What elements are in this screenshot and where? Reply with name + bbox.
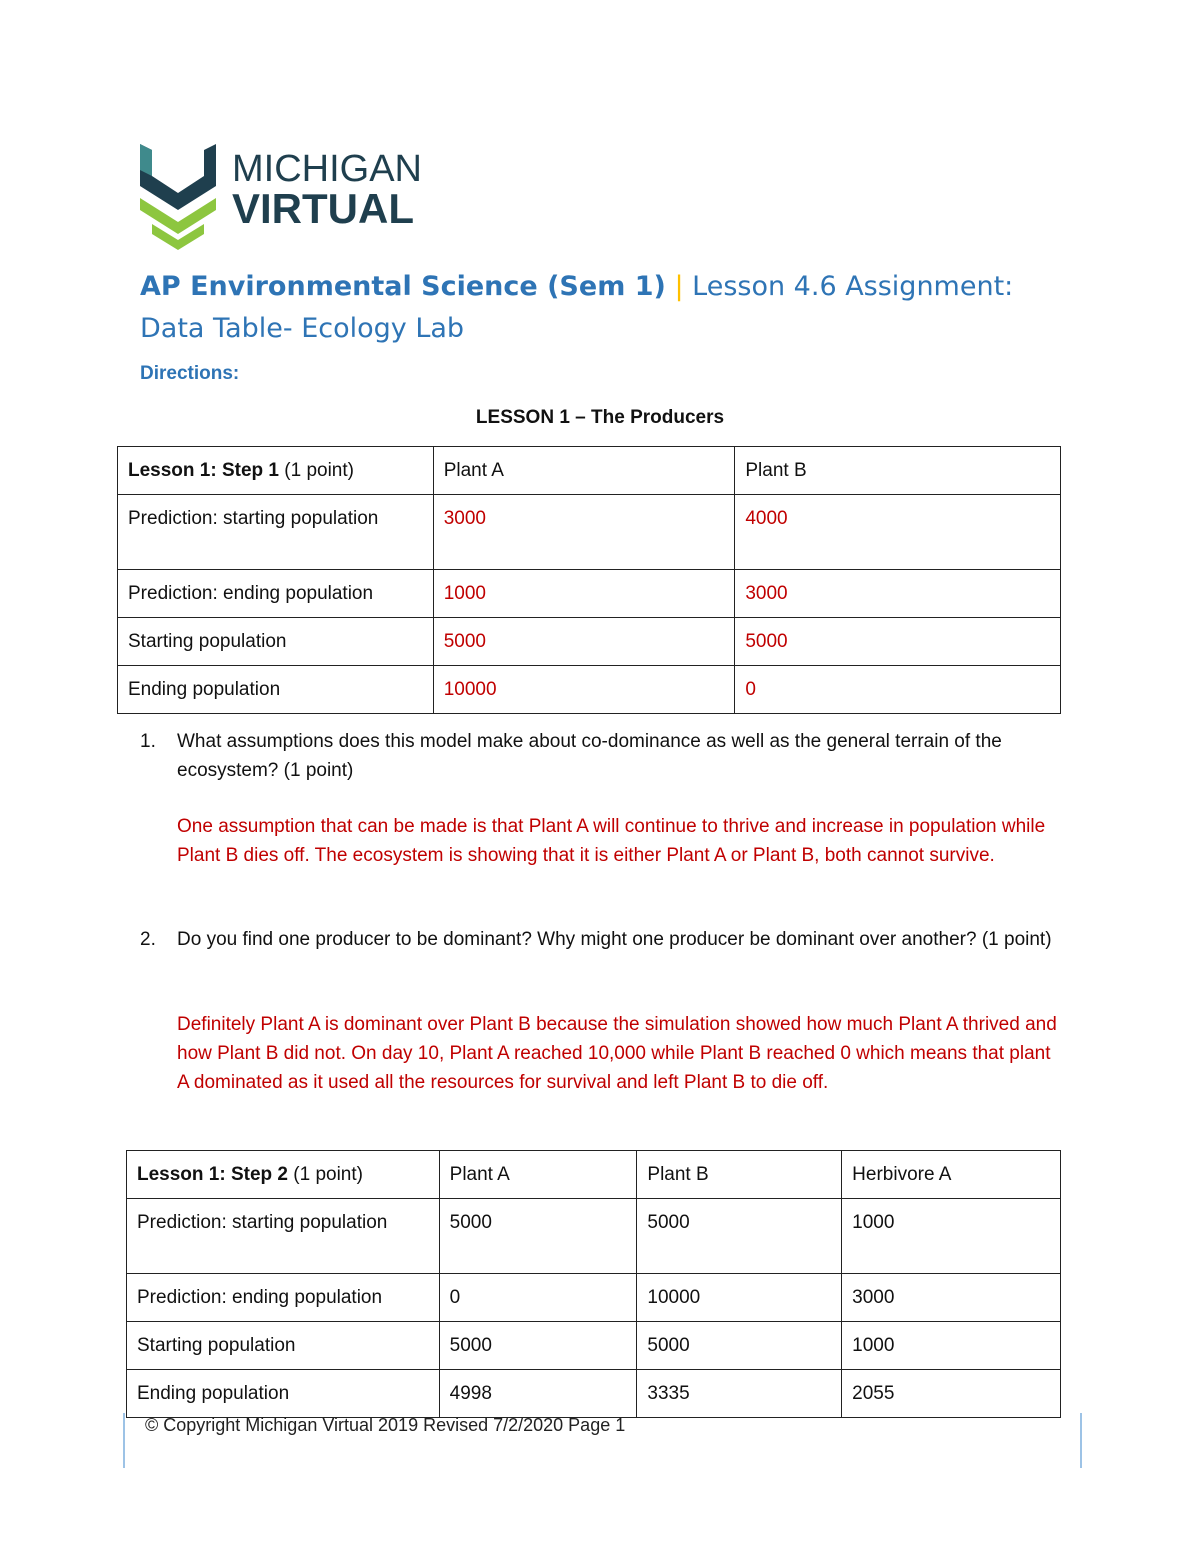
table-cell: 5000 — [735, 618, 1061, 666]
course-name: AP Environmental Science (Sem 1) — [140, 271, 666, 302]
row-label: Ending population — [118, 666, 434, 714]
page-footer — [123, 1413, 1082, 1468]
table-cell: 3335 — [637, 1370, 842, 1418]
table-cell: 10000 — [433, 666, 735, 714]
answer-1: One assumption that can be made is that Plant A will continue to thrive and increase in population while Plant B dies off. The ecosystem is showing that it is either Plant A or Plant B, both cannot survive. — [177, 816, 1046, 866]
table-cell: 3000 — [735, 570, 1061, 618]
table-header-cell: Plant A — [439, 1151, 637, 1199]
table-row — [127, 1370, 1061, 1418]
table-row — [127, 1199, 1061, 1274]
question-number: 1. — [140, 731, 156, 752]
table-row — [127, 1274, 1061, 1322]
page-title — [140, 266, 1040, 350]
table-cell: 5000 — [637, 1322, 842, 1370]
table-header-cell: Lesson 1: Step 1 (1 point) — [118, 447, 434, 495]
table-cell: 3000 — [433, 495, 735, 570]
table-header-row — [118, 447, 1061, 495]
table-row — [127, 1322, 1061, 1370]
table-cell: 1000 — [433, 570, 735, 618]
copyright-text: © Copyright Michigan Virtual 2019 Revised 7/2/2020 Page 1 — [145, 1415, 626, 1435]
table-cell: 1000 — [842, 1322, 1061, 1370]
table-header-row — [127, 1151, 1061, 1199]
row-label: Ending population — [127, 1370, 440, 1418]
table-cell: 5000 — [637, 1199, 842, 1274]
table-header-cell: Plant B — [735, 447, 1061, 495]
table-cell: 0 — [439, 1274, 637, 1322]
table-cell: 5000 — [433, 618, 735, 666]
title-separator: | — [674, 271, 684, 302]
table-row — [118, 570, 1061, 618]
answer-2: Definitely Plant A is dominant over Plant B because the simulation showed how much Plant A thrived and how Plant B did not. On day 10, Plant A reached 10,000 while Plant B reached 0 which means that plant A dominated as it used all the resources for survival and left Plant B to die off. — [177, 1014, 1057, 1093]
table-row — [118, 618, 1061, 666]
table-header-cell: Herbivore A — [842, 1151, 1061, 1199]
table-cell: 1000 — [842, 1199, 1061, 1274]
table-row — [118, 495, 1061, 570]
question-number: 2. — [140, 929, 156, 950]
table-header-cell: Lesson 1: Step 2 (1 point) — [127, 1151, 440, 1199]
table-cell: 0 — [735, 666, 1061, 714]
logo-text-virtual: VIRTUAL — [232, 185, 414, 232]
row-label: Prediction: starting population — [127, 1199, 440, 1274]
question-text: Do you find one producer to be dominant? Why might one producer be dominant over another? (1 point) — [177, 929, 1052, 950]
lesson-heading: LESSON 1 – The Producers — [475, 407, 725, 428]
question-1 — [140, 727, 1060, 785]
question-2 — [140, 925, 1060, 954]
table-row — [118, 666, 1061, 714]
logo-text-michigan: MICHIGAN — [232, 148, 422, 190]
assignment-name: Lesson 4.6 Assignment: Data Table- Ecology Lab — [140, 271, 1014, 344]
table-cell: 3000 — [842, 1274, 1061, 1322]
table-cell: 10000 — [637, 1274, 842, 1322]
row-label: Prediction: ending population — [118, 570, 434, 618]
table-header-cell: Plant B — [637, 1151, 842, 1199]
table-cell: 2055 — [842, 1370, 1061, 1418]
table-cell: 4000 — [735, 495, 1061, 570]
row-label: Starting population — [127, 1322, 440, 1370]
directions-label: Directions: — [140, 363, 240, 384]
step1-table — [117, 446, 1061, 714]
row-label: Starting population — [118, 618, 434, 666]
table-cell: 5000 — [439, 1322, 637, 1370]
row-label: Prediction: starting population — [118, 495, 434, 570]
step2-table — [126, 1150, 1061, 1418]
question-text: What assumptions does this model make about co-dominance as well as the general terrain of the ecosystem? (1 point) — [177, 731, 1002, 781]
table-header-cell: Plant A — [433, 447, 735, 495]
table-cell: 4998 — [439, 1370, 637, 1418]
row-label: Prediction: ending population — [127, 1274, 440, 1322]
table-cell: 5000 — [439, 1199, 637, 1274]
